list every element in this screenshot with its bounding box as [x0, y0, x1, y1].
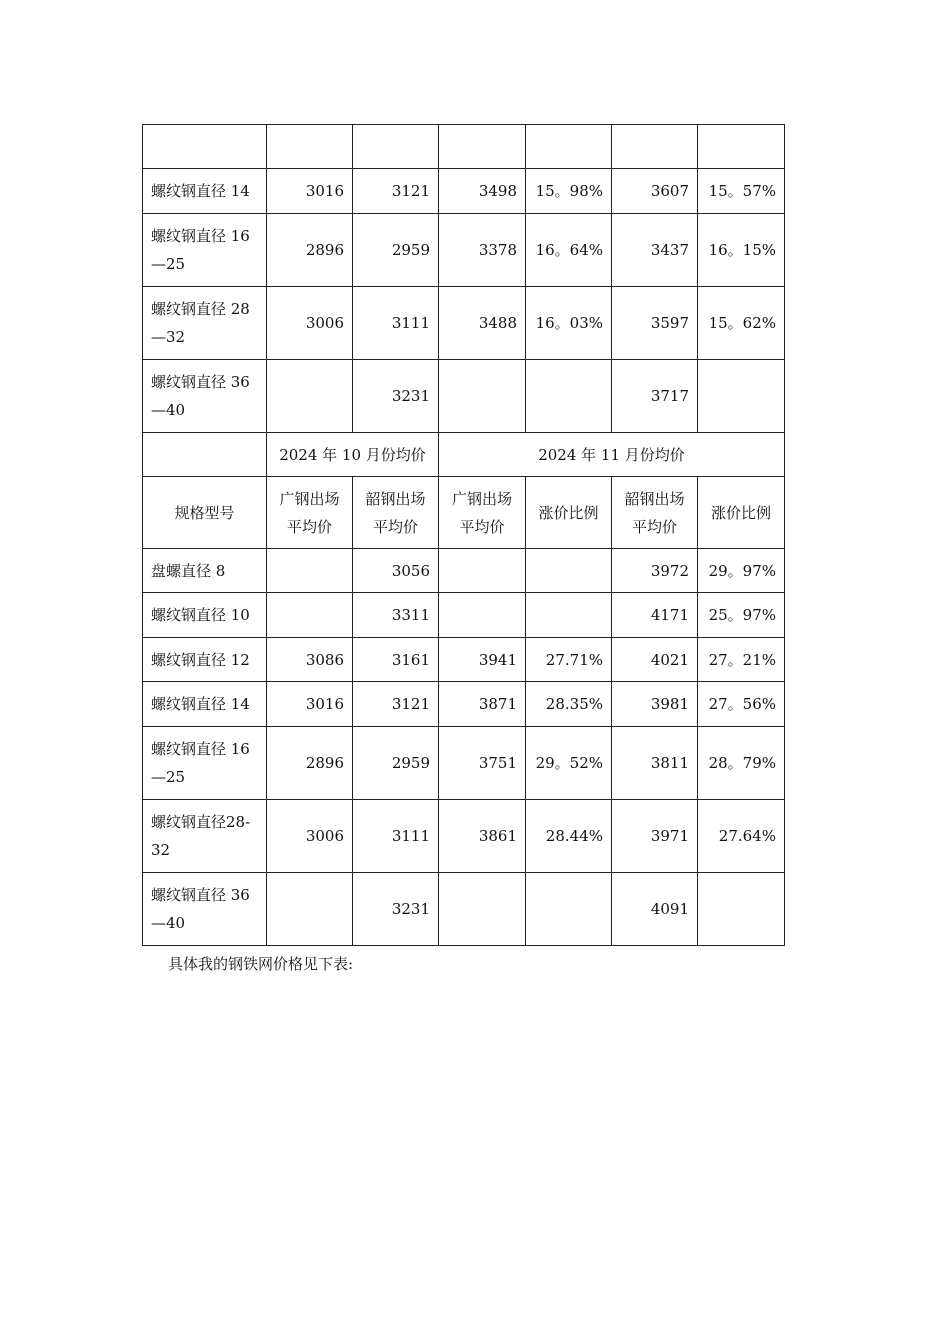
guang-nov-cell — [439, 549, 526, 593]
shao-oct-cell: 2959 — [353, 727, 439, 800]
guang-rise-header: 涨价比例 — [526, 477, 612, 549]
spec-cell: 螺纹钢直径 10 — [143, 593, 267, 638]
guang-oct-header: 广钢出场平均价 — [267, 477, 353, 549]
guang-rise-cell: 16。03% — [526, 287, 612, 360]
shao-nov-cell: 4091 — [612, 873, 698, 946]
shao-rise-cell: 16。15% — [698, 214, 785, 287]
shao-nov-cell: 3971 — [612, 800, 698, 873]
shao-rise-cell: 25。97% — [698, 593, 785, 638]
shao-oct-cell: 3111 — [353, 287, 439, 360]
shao-oct-cell — [353, 125, 439, 169]
spec-cell: 螺纹钢直径28-32 — [143, 800, 267, 873]
guang-oct-cell: 2896 — [267, 727, 353, 800]
shao-nov-cell: 3717 — [612, 360, 698, 433]
shao-nov-cell: 3437 — [612, 214, 698, 287]
guang-oct-cell — [267, 593, 353, 638]
shao-nov-cell — [612, 125, 698, 169]
shao-rise-cell: 28。79% — [698, 727, 785, 800]
steel-price-table — [142, 124, 785, 946]
shao-rise-cell — [698, 360, 785, 433]
guang-rise-cell: 28.44% — [526, 800, 612, 873]
guang-rise-cell: 16。64% — [526, 214, 612, 287]
shao-rise-cell: 27.64% — [698, 800, 785, 873]
guang-rise-cell — [526, 873, 612, 946]
period-header-row — [143, 433, 785, 477]
guang-oct-cell: 3016 — [267, 169, 353, 214]
guang-oct-cell: 2896 — [267, 214, 353, 287]
shao-nov-cell: 3981 — [612, 682, 698, 727]
period-blank-cell — [143, 433, 267, 477]
spec-cell: 螺纹钢直径 14 — [143, 169, 267, 214]
table-row — [143, 800, 785, 873]
table-row — [143, 214, 785, 287]
guang-nov-cell: 3488 — [439, 287, 526, 360]
guang-rise-cell: 27.71% — [526, 638, 612, 682]
guang-nov-cell: 3941 — [439, 638, 526, 682]
guang-oct-cell: 3006 — [267, 287, 353, 360]
spec-cell: 螺纹钢直径 16—25 — [143, 214, 267, 287]
bottom-section — [143, 549, 785, 946]
guang-oct-cell — [267, 125, 353, 169]
shao-nov-header: 韶钢出场平均价 — [612, 477, 698, 549]
shao-rise-cell: 15。62% — [698, 287, 785, 360]
shao-oct-cell: 3231 — [353, 360, 439, 433]
guang-oct-cell: 3016 — [267, 682, 353, 727]
spec-cell: 螺纹钢直径 36—40 — [143, 873, 267, 946]
table-row — [143, 727, 785, 800]
shao-oct-header: 韶钢出场平均价 — [353, 477, 439, 549]
shao-rise-header: 涨价比例 — [698, 477, 785, 549]
spec-cell: 盘螺直径 8 — [143, 549, 267, 593]
shao-nov-cell: 3607 — [612, 169, 698, 214]
shao-nov-cell: 3972 — [612, 549, 698, 593]
guang-rise-cell: 29。52% — [526, 727, 612, 800]
guang-nov-header: 广钢出场平均价 — [439, 477, 526, 549]
guang-nov-cell: 3871 — [439, 682, 526, 727]
spec-cell — [143, 125, 267, 169]
guang-rise-cell — [526, 593, 612, 638]
guang-nov-cell — [439, 125, 526, 169]
shao-oct-cell: 3231 — [353, 873, 439, 946]
shao-oct-cell: 3161 — [353, 638, 439, 682]
guang-rise-cell — [526, 125, 612, 169]
shao-oct-cell: 3121 — [353, 169, 439, 214]
table-row — [143, 169, 785, 214]
shao-rise-cell — [698, 125, 785, 169]
footer-paragraph: 具体我的钢铁网价格见下表: — [168, 955, 354, 973]
spec-cell: 螺纹钢直径 14 — [143, 682, 267, 727]
shao-rise-cell: 29。97% — [698, 549, 785, 593]
guang-nov-cell: 3378 — [439, 214, 526, 287]
shao-oct-cell: 3111 — [353, 800, 439, 873]
shao-oct-cell: 3311 — [353, 593, 439, 638]
guang-rise-cell — [526, 360, 612, 433]
guang-nov-cell: 3861 — [439, 800, 526, 873]
top-section — [143, 125, 785, 433]
guang-nov-cell — [439, 593, 526, 638]
guang-rise-cell: 15。98% — [526, 169, 612, 214]
guang-nov-cell: 3498 — [439, 169, 526, 214]
spec-cell: 螺纹钢直径 16—25 — [143, 727, 267, 800]
guang-oct-cell: 3086 — [267, 638, 353, 682]
shao-nov-cell: 3597 — [612, 287, 698, 360]
shao-rise-cell: 27。56% — [698, 682, 785, 727]
table-row — [143, 638, 785, 682]
table-row — [143, 125, 785, 169]
guang-oct-cell — [267, 873, 353, 946]
shao-rise-cell: 15。57% — [698, 169, 785, 214]
table-row — [143, 682, 785, 727]
shao-rise-cell: 27。21% — [698, 638, 785, 682]
shao-nov-cell: 4171 — [612, 593, 698, 638]
october-period-header: 2024 年 10 月份均价 — [267, 433, 439, 477]
table-row — [143, 360, 785, 433]
guang-oct-cell — [267, 549, 353, 593]
spec-cell: 螺纹钢直径 28—32 — [143, 287, 267, 360]
table-row — [143, 593, 785, 638]
spec-cell: 螺纹钢直径 36—40 — [143, 360, 267, 433]
shao-nov-cell: 4021 — [612, 638, 698, 682]
shao-rise-cell — [698, 873, 785, 946]
shao-oct-cell: 2959 — [353, 214, 439, 287]
november-period-header: 2024 年 11 月份均价 — [439, 433, 785, 477]
header-section — [143, 433, 785, 549]
guang-oct-cell — [267, 360, 353, 433]
shao-oct-cell: 3121 — [353, 682, 439, 727]
guang-nov-cell — [439, 360, 526, 433]
guang-oct-cell: 3006 — [267, 800, 353, 873]
table-row — [143, 549, 785, 593]
guang-rise-cell — [526, 549, 612, 593]
guang-nov-cell — [439, 873, 526, 946]
spec-cell: 螺纹钢直径 12 — [143, 638, 267, 682]
table-row — [143, 873, 785, 946]
table-row — [143, 287, 785, 360]
column-header-row — [143, 477, 785, 549]
shao-nov-cell: 3811 — [612, 727, 698, 800]
guang-rise-cell: 28.35% — [526, 682, 612, 727]
guang-nov-cell: 3751 — [439, 727, 526, 800]
shao-oct-cell: 3056 — [353, 549, 439, 593]
spec-header: 规格型号 — [143, 477, 267, 549]
